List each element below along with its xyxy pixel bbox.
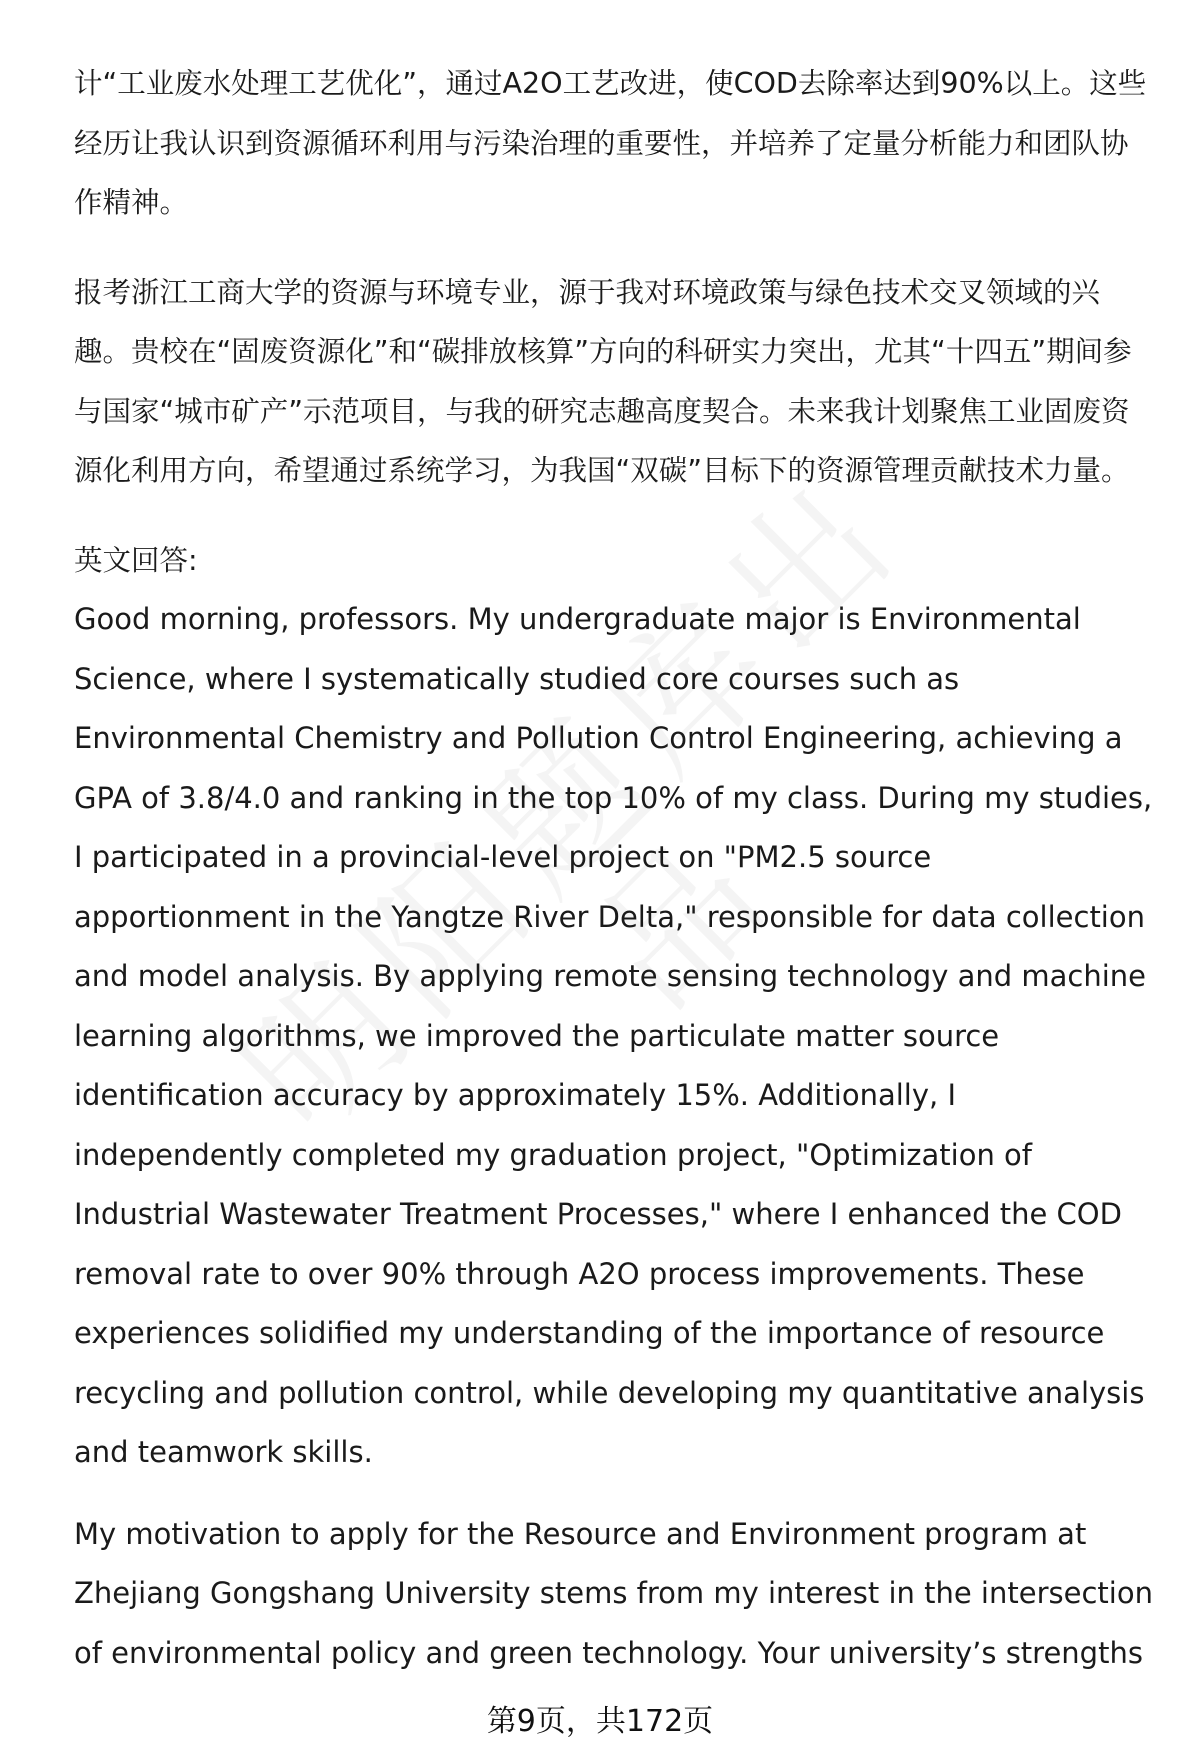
page-footer: 第9页，共172页 (486, 1704, 714, 1739)
en-paragraph-1: Good morning, professors. My undergraduate major is Environmental Science, where I systematically studied core courses such as Environmental Chemistry and Pollution Control Engineering, achieving a GPA of 3.8/4.0 and ranking in the top 10% of my class. During my studies, I participated in a provincial-level project on "PM2.5 source apportionment in the Yangtze River Delta," responsible for data collection and model analysis. By applying remote sensing technology and machine learning algorithms, we improved the particulate matter source identification accuracy by approximately 15%. Additionally, I independently completed my graduation project, "Optimization of Industrial Wastewater Treatment Processes," where I enhanced the COD removal rate to over 90% through A2O process improvements. These experiences solidified my understanding of the importance of resource recycling and pollution control, while developing my quantitative analysis and teamwork skills. (74, 602, 1153, 1469)
cn-paragraph-2: 报考浙江工商大学的资源与环境专业，源于我对环境政策与绿色技术交叉领域的兴趣。贵校在“固废资源化”和“碳排放核算”方向的科研实力突出，尤其“十四五”期间参与国家“城市矿产”示范项目，与我的研究志趣高度契合。未来我计划聚焦工业固废资源化利用方向，希望通过系统学习，为我国“双碳”目标下的资源管理贡献技术力量。 (74, 275, 1132, 487)
en-paragraph-2: My motivation to apply for the Resource and Environment program at Zhejiang Gongshang University stems from my interest in the intersection of environmental policy and green technology. Your university’s strengths (74, 1516, 1153, 1670)
document-body (74, 54, 1154, 1683)
english-heading: 英文回答: (74, 543, 198, 577)
cn-paragraph-1: 计“工业废水处理工艺优化”，通过A2O工艺改进，使COD去除率达到90%以上。这些经历让我认识到资源循环利用与污染治理的重要性，并培养了定量分析能力和团队协作精神。 (74, 67, 1147, 219)
